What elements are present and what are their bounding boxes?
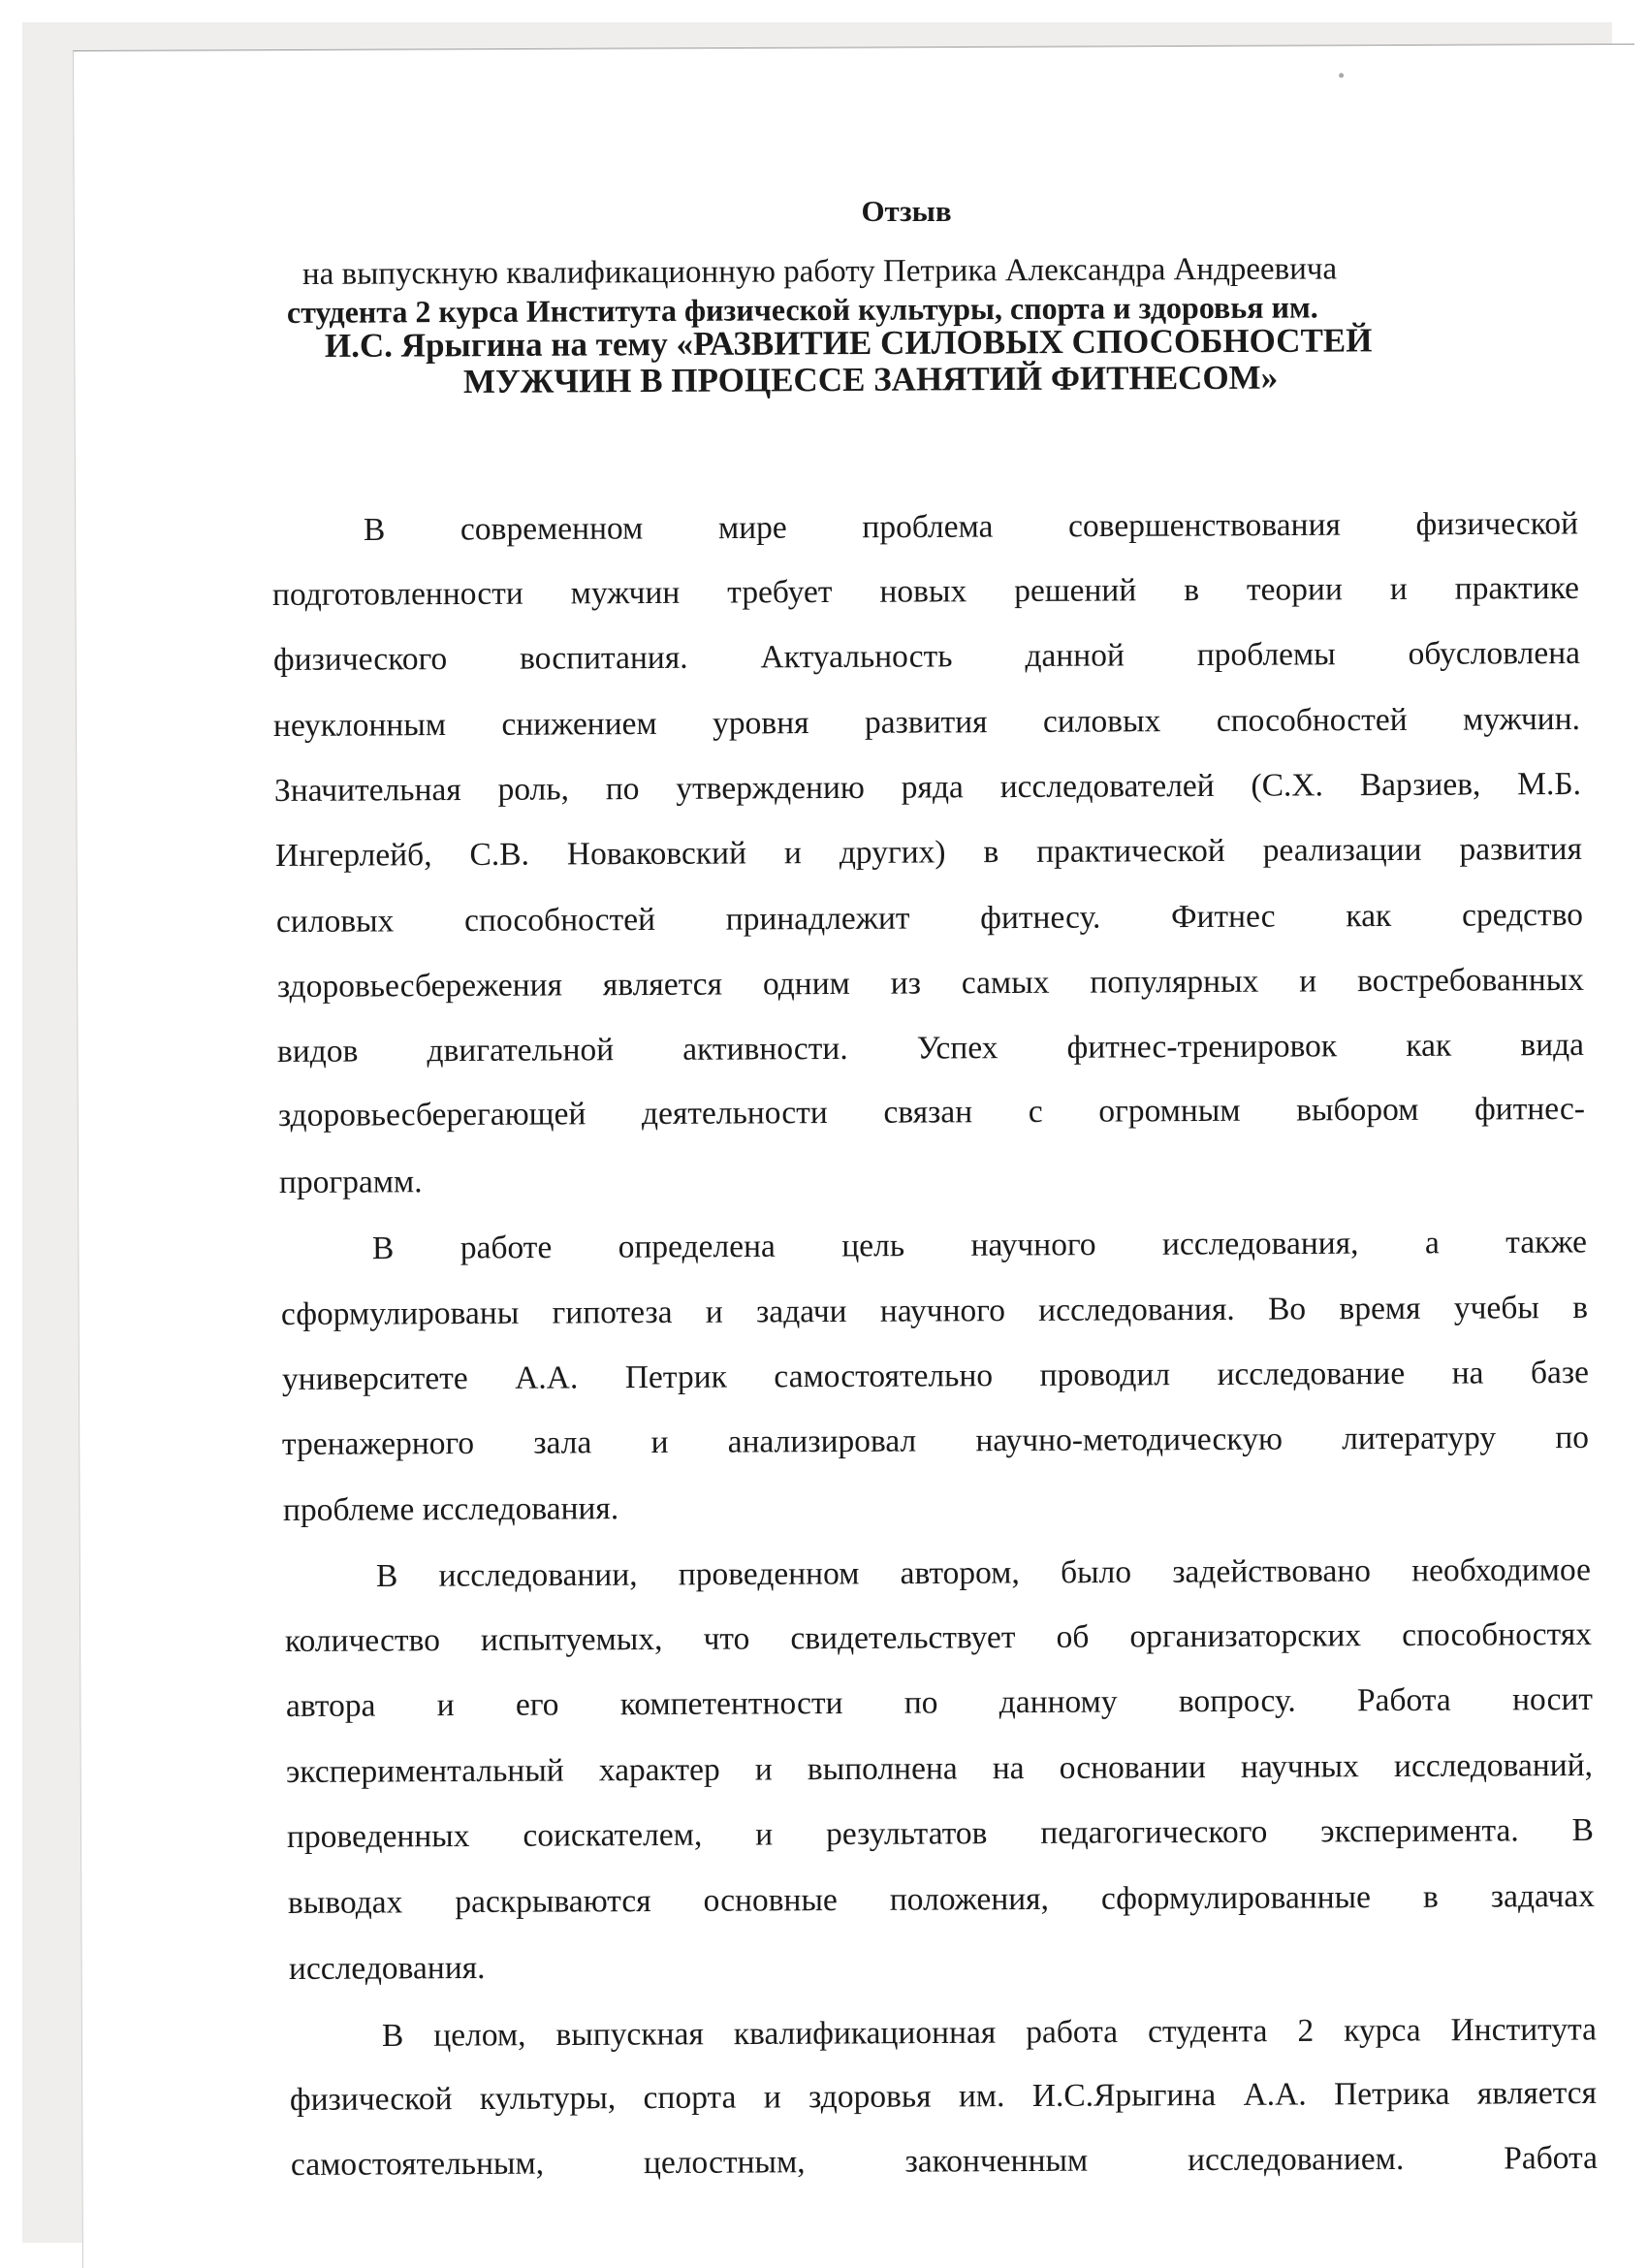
paragraph-1-line-11: программ. (278, 1164, 423, 1200)
document-title: Отзыв (861, 194, 952, 228)
paragraph-2-line-3: университете А.А. Петрик самостоятельно проводил исследование на базе (281, 1354, 1590, 1397)
paragraph-3-line-6: выводах раскрываются основные положения, сформулированные в задачах (287, 1877, 1596, 1921)
paragraph-2-line-1: В работе определена цель научного исследования, а также (371, 1224, 1588, 1266)
paragraph-4-line-3: самостоятельным, целостным, законченным исследованием. Работа (290, 2139, 1599, 2183)
paragraph-1-line-9: видов двигательной активности. Успех фитнес-тренировок как вида (276, 1026, 1585, 1070)
header-line-2: студента 2 курса Института физической культуры, спорта и здоровья им. (286, 289, 1318, 330)
paragraph-1-line-3: физического воспитания. Актуальность данной проблемы обусловлена (272, 634, 1581, 678)
paragraph-1-line-6: Ингерлейб, С.В. Новаковский и других) в практической реализации развития (274, 830, 1583, 874)
paragraph-3-line-7: исследования. (288, 1949, 486, 1987)
header-line-4: МУЖЧИН В ПРОЦЕССЕ ЗАНЯТИЙ ФИТНЕСОМ» (462, 358, 1279, 400)
paragraph-2-line-2: сформулированы гипотеза и задачи научного исследования. Во время учебы в (280, 1289, 1589, 1332)
paragraph-1-line-1: В современном мире проблема совершенствования физической (363, 505, 1579, 548)
header-line-3: И.С. Ярыгина на тему «РАЗВИТИЕ СИЛОВЫХ СПОСОБНОСТЕЙ (324, 321, 1373, 365)
header-line-1: на выпускную квалификационную работу Петрика Александра Андреевича (301, 251, 1338, 292)
paragraph-1-line-2: подготовленности мужчин требует новых решений в теории и практике (271, 569, 1580, 613)
paragraph-3-line-4: экспериментальный характер и выполнена на основании научных исследований, (285, 1746, 1594, 1790)
paragraph-1-line-7: силовых способностей принадлежит фитнесу. Фитнес как средство (275, 896, 1584, 940)
paragraph-3-line-1: В исследовании, проведенном автором, было задействовано необходимое (375, 1551, 1592, 1594)
paragraph-2-line-5: проблеме исследования. (282, 1490, 619, 1528)
paragraph-4-line-1: В целом, выпускная квалификационная работа студента 2 курса Института (381, 2011, 1598, 2054)
paragraph-1-line-8: здоровьесбережения является одним из самых популярных и востребованных (276, 961, 1585, 1005)
paragraph-3-line-2: количество испытуемых, что свидетельствует об организаторских способностях (284, 1615, 1593, 1659)
paragraph-1-line-5: Значительная роль, по утверждению ряда исследователей (С.Х. Варзиев, М.Б. (273, 765, 1582, 809)
paragraph-4-line-2: физической культуры, спорта и здоровья им. И.С.Ярыгина А.А. Петрика является (289, 2074, 1598, 2118)
paragraph-1-line-4: неуклонным снижением уровня развития силовых способностей мужчин. (272, 700, 1581, 744)
paragraph-3-line-5: проведенных соискателем, и результатов педагогического эксперимента. В (286, 1811, 1595, 1855)
scan-speck (1339, 73, 1344, 78)
paragraph-2-line-4: тренажерного зала и анализировал научно-методическую литературу по (281, 1419, 1590, 1462)
paragraph-3-line-3: автора и его компетентности по данному вопросу. Работа носит (285, 1680, 1594, 1724)
paragraph-1-line-10: здоровьесберегающей деятельности связан с огромным выбором фитнес- (277, 1090, 1586, 1134)
